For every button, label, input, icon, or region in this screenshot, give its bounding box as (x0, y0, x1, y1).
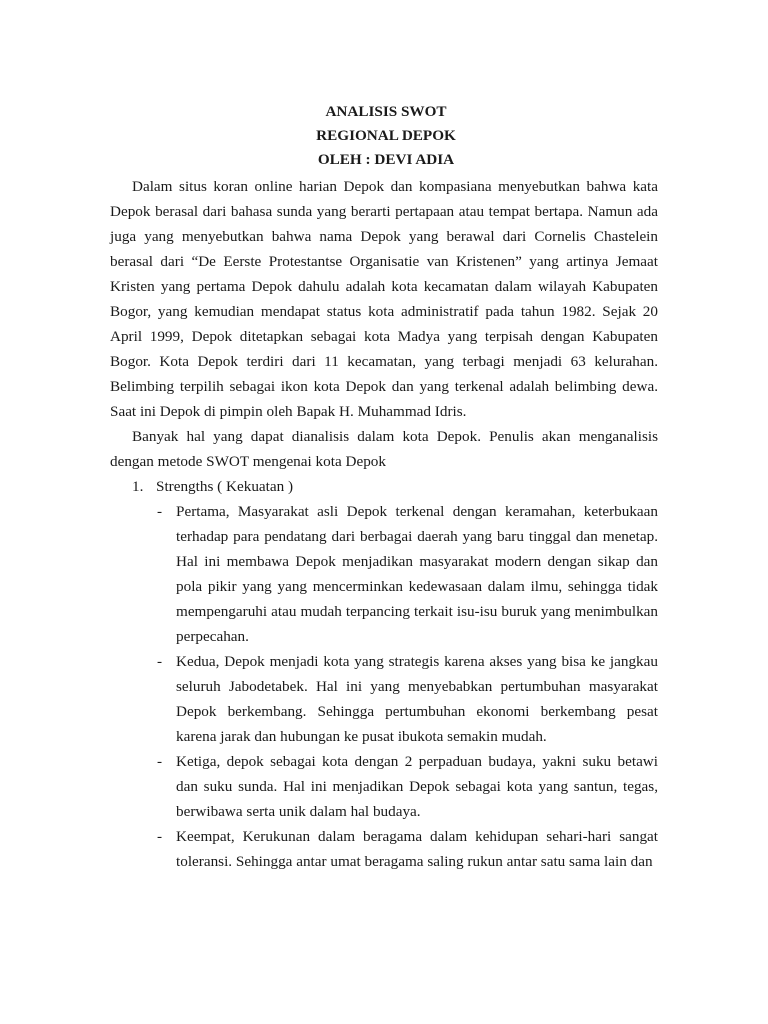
document-body (110, 174, 658, 874)
bullet-text: Ketiga, depok sebagai kota dengan 2 perpaduan budaya, yakni suku betawi dan suku sunda. Hal ini menjadikan Depok sebagai kota yang santun, tegas, berwibawa serta unik dalam hal budaya. (176, 753, 658, 820)
bullet-dash: - (156, 653, 162, 670)
bullet-item (110, 749, 658, 824)
list-heading (110, 474, 658, 499)
paragraph-intro: Dalam situs koran online harian Depok dan kompasiana menyebutkan bahwa kata Depok berasal dari bahasa sunda yang berarti pertapaan atau tempat bertapa. Namun ada juga yang menyebutkan bahwa nama Depok yang berawal dari Cornelis Chastelein berasal dari “De Eerste Protestantse Organisatie van Kristenen” yang artinya Jemaat Kristen yang pertama Depok dahulu adalah kota kecamatan dalam wilayah Kabupaten Bogor, yang kemudian mendapat status kota administratif pada tahun 1982. Sejak 20 April 1999, Depok ditetapkan sebagai kota Madya yang terpisah dengan Kabupaten Bogor. Kota Depok terdiri dari 11 kecamatan, yang terbagi menjadi 63 kelurahan. Belimbing terpilih sebagai ikon kota Depok dan yang terkenal adalah belimbing dewa. Saat ini Depok di pimpin oleh Bapak H. Muhammad Idris. (110, 178, 658, 420)
document-subtitle: REGIONAL DEPOK (316, 127, 456, 144)
list-number: 1. (132, 478, 144, 495)
bullet-dash: - (156, 828, 162, 845)
paragraph-method: Banyak hal yang dapat dianalisis dalam kota Depok. Penulis akan menganalisis dengan metode SWOT mengenai kota Depok (110, 428, 658, 470)
bullet-dash: - (156, 503, 162, 520)
document-title: ANALISIS SWOT (325, 103, 447, 120)
bullet-text: Pertama, Masyarakat asli Depok terkenal dengan keramahan, keterbukaan terhadap para pendatang dari berbagai daerah yang baru tinggal dan menetap. Hal ini membawa Depok menjadikan masyarakat modern dengan sikap dan pola pikir yang yang mencerminkan kedewasaan dalam ilmu, sehingga tidak mempengaruhi atau mudah terpancing terkait isu-isu buruk yang menimbulkan perpecahan. (176, 503, 658, 645)
bullet-item (110, 649, 658, 749)
bullet-item (110, 499, 658, 649)
document-author: OLEH : DEVI ADIA (317, 151, 455, 168)
title-block (0, 100, 768, 172)
bullet-item (110, 824, 658, 874)
bullet-text: Kedua, Depok menjadi kota yang strategis karena akses yang bisa ke jangkau seluruh Jabodetabek. Hal ini yang menyebabkan pertumbuhan masyarakat Depok berkembang. Sehingga pertumbuhan ekonomi berkembang pesat karena jarak dan hubungan ke pusat ibukota semakin mudah. (176, 653, 658, 745)
bullet-dash: - (156, 753, 162, 770)
list-heading-text: Strengths ( Kekuatan ) (156, 478, 294, 495)
bullet-text: Keempat, Kerukunan dalam beragama dalam kehidupan sehari-hari sangat toleransi. Sehingga antar umat beragama saling rukun antar satu sama lain dan (176, 828, 658, 870)
